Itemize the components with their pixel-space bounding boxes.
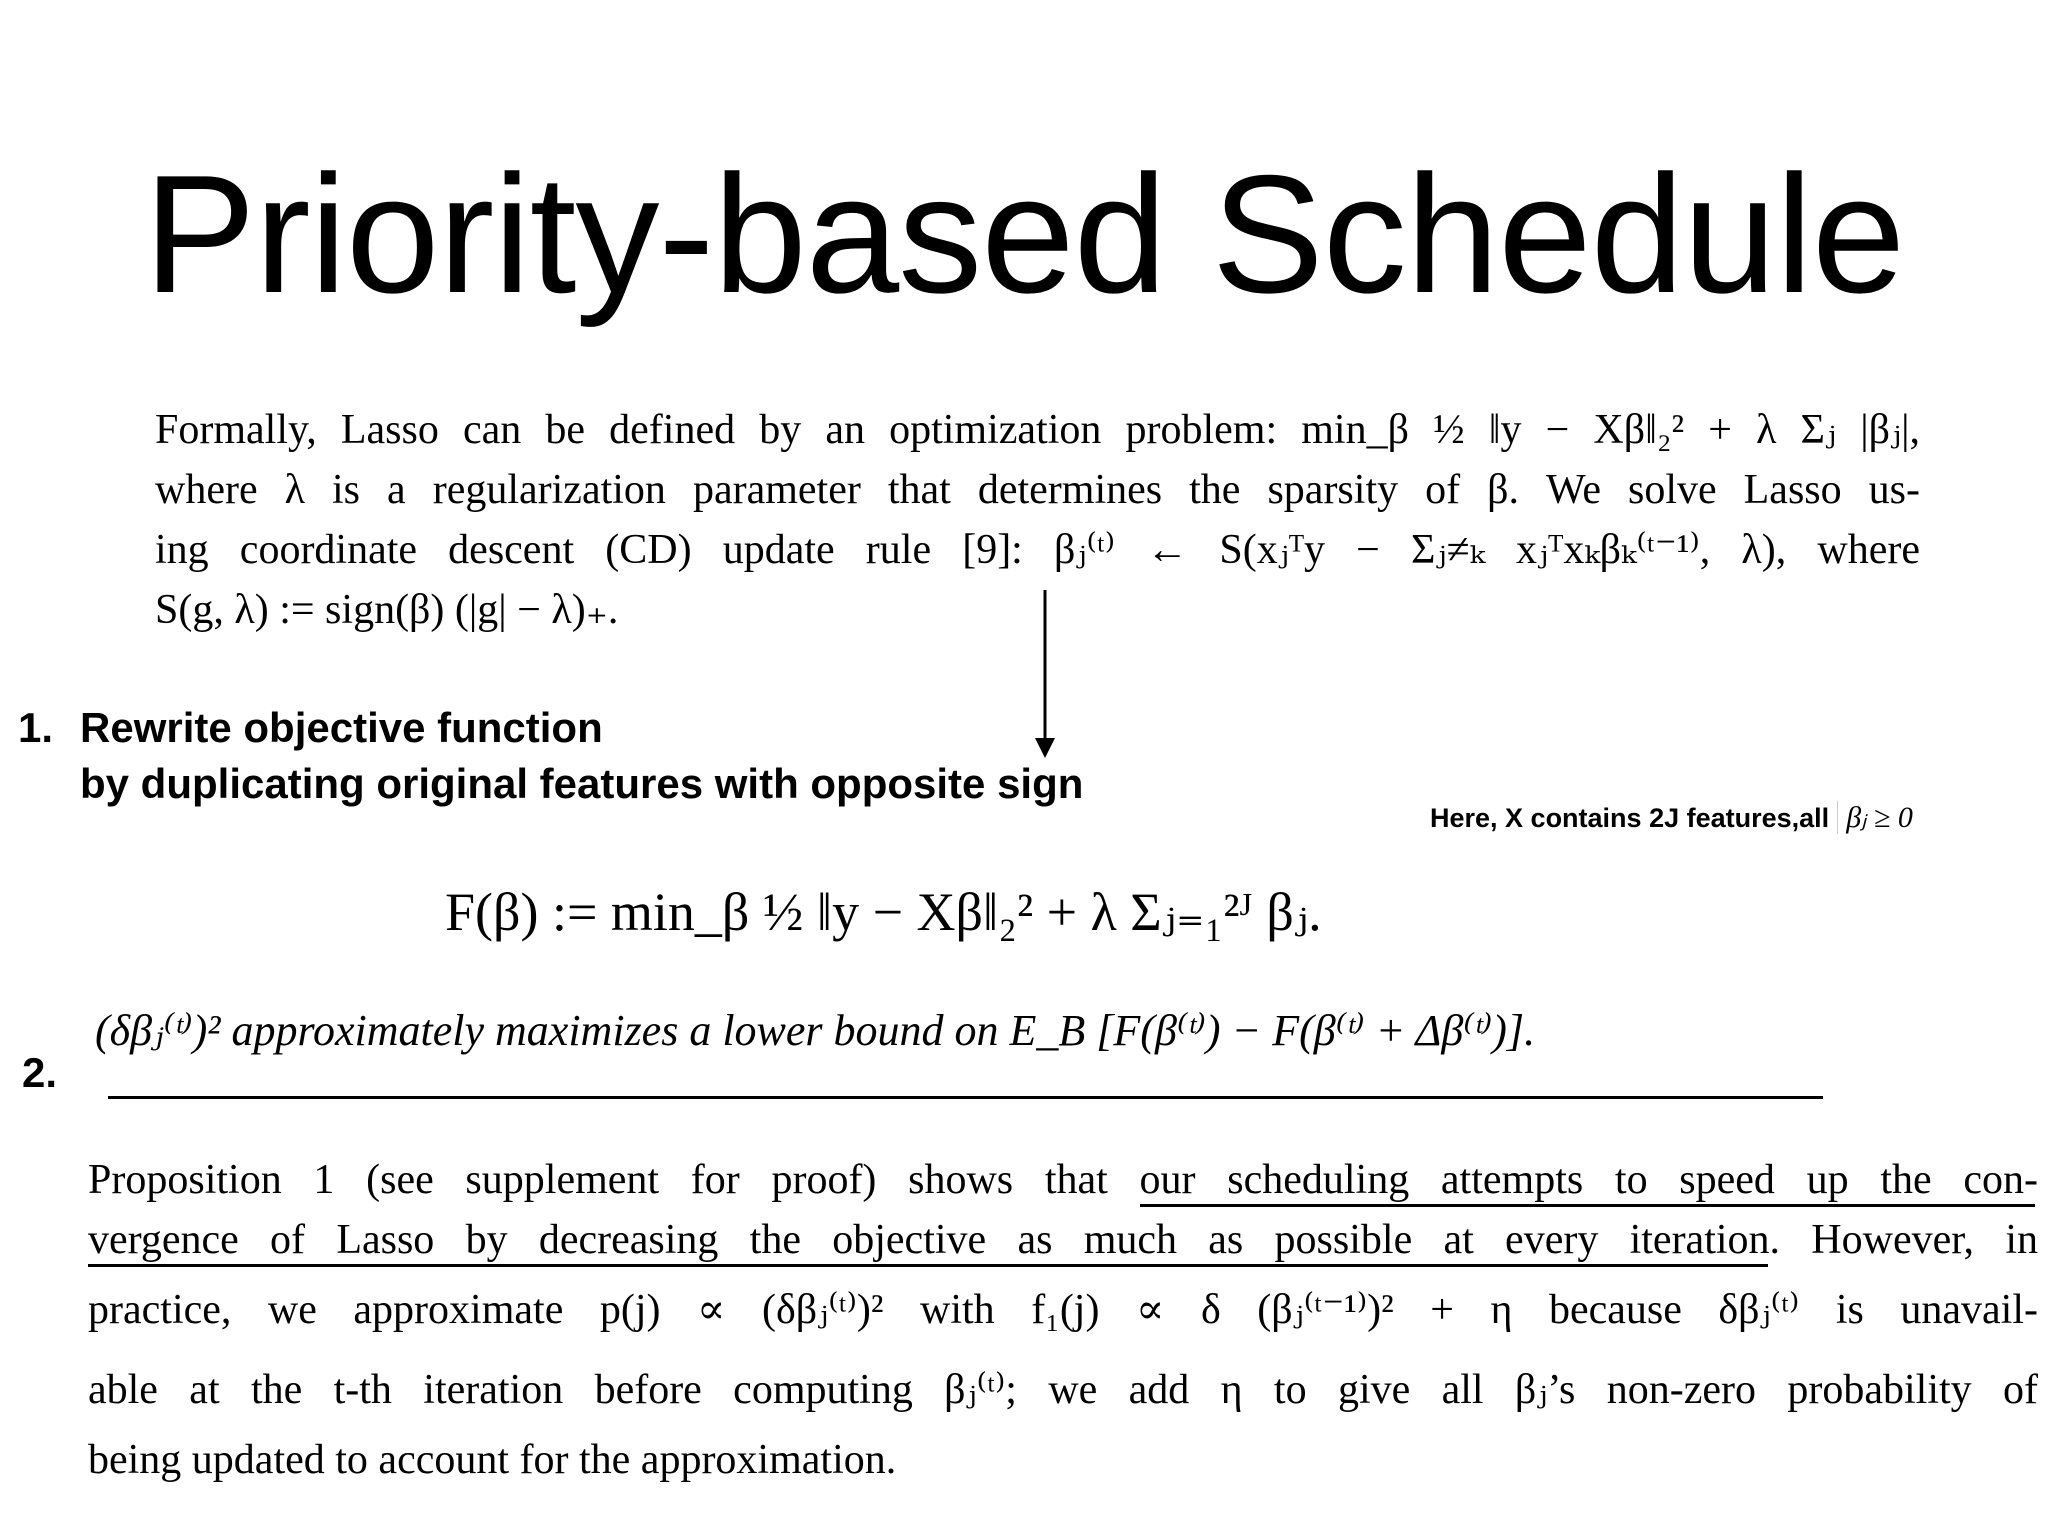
- step2-underline: [108, 1096, 1823, 1099]
- proposition-underline-2: [88, 1264, 1768, 1267]
- slide-title: Priority-based Schedule: [143, 140, 1905, 328]
- paragraph2-line: vergence of Lasso by decreasing the objective as much as possible at every iteration. However, in: [88, 1217, 2038, 1263]
- feature-note-condition: βⱼ ≥ 0: [1837, 801, 1913, 834]
- paragraph1-line: ing coordinate descent (CD) update rule [9]: βⱼ⁽ᵗ⁾ ← S(xⱼᵀy − Σⱼ≠ₖ xⱼᵀxₖβₖ⁽ᵗ⁻¹⁾, λ), where: [155, 527, 1920, 573]
- paragraph1-line: S(g, λ) := sign(β) (|g| − λ)₊.: [155, 587, 619, 633]
- step1-note: [18, 700, 1083, 812]
- paragraph2-line: able at the t-th iteration before computing βⱼ⁽ᵗ⁾; we add η to give all βⱼ’s non-zero probability of: [88, 1367, 2038, 1413]
- step2-number: 2.: [22, 1049, 58, 1096]
- proposition-paragraph: [88, 1150, 2038, 1490]
- paragraph1-line: Formally, Lasso can be defined by an optimization problem: min_β ½ ‖y − Xβ‖₂² + λ Σⱼ |βⱼ|,: [155, 407, 1920, 453]
- paragraph2-line: practice, we approximate p(j) ∝ (δβⱼ⁽ᵗ⁾)² with f₁(j) ∝ δ (βⱼ⁽ᵗ⁻¹⁾)² + η because δβⱼ⁽ᵗ⁾ is unavail-: [88, 1287, 2038, 1333]
- proposition-underline-1: [1140, 1204, 2035, 1207]
- paragraph2-line: Proposition 1 (see supplement for proof) shows that our scheduling attempts to speed up the con-: [88, 1157, 2038, 1203]
- feature-note: [1430, 800, 1913, 835]
- step1-line2: by duplicating original features with opposite sign: [80, 760, 1084, 807]
- paragraph1-line: where λ is a regularization parameter that determines the sparsity of β. We solve Lasso us-: [155, 467, 1920, 513]
- step1-number: 1.: [18, 704, 54, 751]
- step2-equation: (δβⱼ⁽ᵗ⁾)² approximately maximizes a lower bound on E_B [F(β⁽ᵗ⁾) − F(β⁽ᵗ⁾ + Δβ⁽ᵗ⁾)].: [95, 1006, 1536, 1055]
- feature-note-text: Here, X contains 2J features,all: [1430, 803, 1830, 833]
- paragraph2-line: being updated to account for the approximation.: [88, 1437, 897, 1483]
- step1-line1: Rewrite objective function: [80, 704, 603, 751]
- rewritten-objective-equation: F(β) := min_β ½ ‖y − Xβ‖₂² + λ Σⱼ₌₁²ᴶ βⱼ.: [445, 882, 1322, 942]
